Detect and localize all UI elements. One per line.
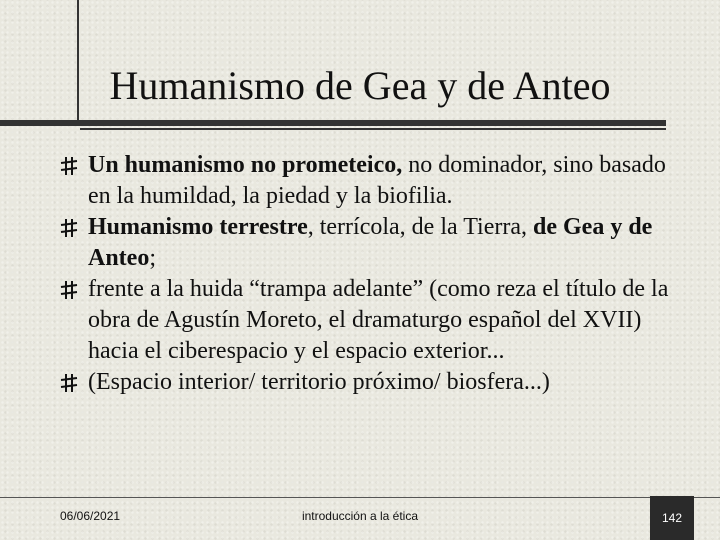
footer-course-title: introducción a la ética <box>301 509 419 523</box>
bullet-item <box>88 150 688 212</box>
page-number: 142 <box>650 496 694 540</box>
bullet-text: , terrícola, de la Tierra, <box>307 214 533 240</box>
bullet-text: ; <box>149 245 156 271</box>
hash-bullet-icon <box>60 218 78 238</box>
bullet-list <box>88 150 688 398</box>
hash-bullet-icon <box>60 156 78 176</box>
bullet-text: frente a la huida “trampa adelante” (como reza el título de la obra de Agustín Moreto, el dramaturgo español del XVII) hacia el ciberespacio y el espacio exterior... <box>88 276 669 364</box>
title-underline-thick <box>0 120 666 126</box>
bullet-item <box>88 274 688 367</box>
footer-rule <box>0 497 720 498</box>
bullet-text: no dominador, sino basado en la humildad, la piedad y la biofilia. <box>88 152 666 209</box>
hash-bullet-icon <box>60 373 78 393</box>
title-underline-thin <box>80 128 666 130</box>
footer-date: 06/06/2021 <box>60 509 121 523</box>
hash-bullet-icon <box>60 280 78 300</box>
bullet-text-bold: Un humanismo no prometeico, <box>88 152 403 178</box>
bullet-text-bold: Humanismo terrestre <box>88 214 308 240</box>
bullet-item <box>88 212 688 274</box>
bullet-text: (Espacio interior/ territorio próximo/ biosfera...) <box>88 369 550 395</box>
slide-title: Humanismo de Gea y de Anteo <box>109 63 611 108</box>
bullet-item <box>88 367 688 398</box>
bullet-text-bold: de Gea y de Anteo <box>88 214 653 271</box>
